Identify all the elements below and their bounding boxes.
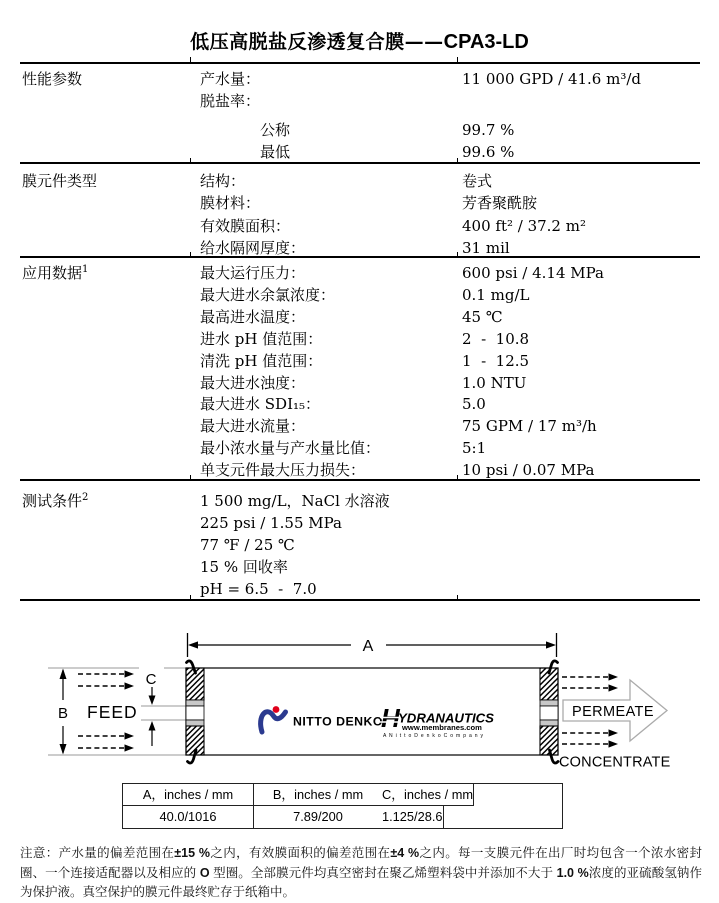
param-value: 1.0 NTU bbox=[462, 373, 527, 392]
right-end-cap bbox=[540, 661, 558, 763]
param-name: 单支元件最大压力损失： bbox=[200, 461, 366, 480]
section-rows bbox=[200, 490, 700, 599]
param-value: 45 ℃ bbox=[462, 307, 503, 326]
title-model: CPA3-LD bbox=[443, 31, 529, 53]
spec-row bbox=[200, 490, 700, 512]
param-name: 公称 bbox=[200, 120, 291, 139]
permeate-label: PERMEATE bbox=[572, 704, 654, 720]
spec-row bbox=[200, 90, 700, 112]
param-name: 225 psi / 1.55 MPa bbox=[200, 514, 342, 532]
element-diagram bbox=[0, 620, 719, 780]
section-label-text: 应用数据 bbox=[22, 264, 83, 282]
spec-row bbox=[200, 141, 700, 163]
param-name: 最小浓水量与产水量比值： bbox=[200, 439, 381, 458]
dim-header: B，inches / mm bbox=[254, 784, 382, 806]
spec-row bbox=[200, 438, 700, 460]
hydranautics-wordmark: YDRANAUTICS bbox=[398, 710, 494, 726]
spec-row bbox=[200, 416, 700, 438]
rule-tick bbox=[457, 252, 458, 258]
param-value: 600 psi / 4.14 MPa bbox=[462, 264, 604, 282]
param-name: 脱盐率： bbox=[200, 92, 261, 111]
param-name: 最低 bbox=[200, 142, 291, 161]
membrane-element bbox=[186, 661, 558, 763]
hydranautics-tagline: A N i t t o D e n k o C o m p a n y bbox=[383, 733, 484, 739]
footnote-text: 型圈。全部膜元件均真空密封在聚乙烯塑料袋中并添加不大于 bbox=[209, 865, 557, 880]
param-name: 膜材料： bbox=[200, 194, 261, 213]
param-name: 最大进水流量： bbox=[200, 417, 306, 436]
spec-row bbox=[200, 170, 700, 192]
dim-a-label: A bbox=[362, 638, 374, 655]
footnote-text: 浓度的亚硫酸氢钠作为保护液。真空保护的膜元件最终贮存于纸箱中。 bbox=[20, 865, 702, 899]
spec-row bbox=[200, 373, 700, 395]
spec-row bbox=[200, 394, 700, 416]
param-name: 15 % 回收率 bbox=[200, 558, 288, 576]
param-value: 400 ft² / 37.2 m² bbox=[462, 216, 586, 235]
spec-section bbox=[20, 258, 700, 481]
param-name: 有效膜面积： bbox=[200, 216, 291, 235]
dim-value: 7.89/200 bbox=[293, 809, 343, 824]
rule-tick bbox=[190, 475, 191, 481]
param-value: 5:1 bbox=[462, 439, 487, 458]
spec-row bbox=[200, 285, 700, 307]
spec-row bbox=[200, 512, 700, 534]
nitto-logo-text: NITTO DENKO bbox=[293, 714, 383, 729]
spec-row bbox=[200, 237, 700, 258]
param-name: 77 ℉ / 25 ℃ bbox=[200, 536, 295, 554]
spec-row bbox=[200, 556, 700, 578]
dimension-table bbox=[122, 783, 563, 829]
param-name: 结构： bbox=[200, 172, 246, 190]
footnote-text: 注意：产水量的偏差范围在 bbox=[20, 846, 175, 860]
rule-tick bbox=[457, 57, 458, 63]
nitto-red-dot-icon bbox=[273, 706, 280, 713]
section-rows bbox=[200, 263, 700, 479]
spec-row bbox=[200, 329, 700, 351]
membrane-body bbox=[186, 668, 558, 755]
spec-row bbox=[200, 119, 700, 141]
footnote-bold: O bbox=[199, 865, 210, 880]
footnote-bold: ±15 % bbox=[174, 846, 210, 860]
footnote-bold: 1.0 % bbox=[556, 865, 589, 880]
spec-row bbox=[200, 578, 700, 600]
param-value bbox=[462, 512, 700, 534]
concentrate-label: CONCENTRATE bbox=[559, 754, 671, 771]
dim-header: C，inches / mm bbox=[382, 784, 474, 806]
dim-c bbox=[141, 671, 186, 746]
dimension-table-header bbox=[123, 784, 562, 806]
section-label bbox=[20, 170, 200, 256]
dimension-table-values bbox=[123, 806, 562, 828]
dim-value: 1.125/28.6 bbox=[382, 806, 444, 828]
dim-value: 40.0/1016 bbox=[123, 806, 254, 828]
section-label bbox=[20, 68, 200, 162]
spec-section bbox=[20, 481, 700, 601]
feed-label: FEED bbox=[87, 702, 138, 722]
param-name: 最大进水浊度： bbox=[200, 373, 306, 392]
section-footnote-marker: 2 bbox=[82, 492, 89, 503]
section-label-text: 膜元件类型 bbox=[22, 172, 98, 190]
spec-row bbox=[200, 192, 700, 214]
spec-section bbox=[20, 64, 700, 164]
rule-tick bbox=[457, 475, 458, 481]
param-name: 最大进水余氯浓度： bbox=[200, 285, 336, 304]
rule-tick bbox=[190, 57, 191, 63]
spec-table bbox=[20, 62, 700, 601]
spec-row bbox=[200, 263, 700, 285]
spec-row bbox=[200, 68, 700, 90]
section-label-text: 性能参数 bbox=[22, 70, 83, 88]
param-value: 5.0 bbox=[462, 395, 486, 414]
param-value: 10 psi / 0.07 MPa bbox=[462, 461, 595, 480]
dim-a bbox=[188, 633, 557, 657]
param-name: pH = 6.5 - 7.0 bbox=[200, 580, 317, 598]
param-name: 最大进水 SDI₁₅： bbox=[200, 395, 321, 414]
param-name: 清洗 pH 值范围： bbox=[200, 351, 323, 370]
param-value: 75 GPM / 17 m³/h bbox=[462, 417, 597, 436]
left-end-cap bbox=[186, 661, 204, 763]
param-name: 给水隔网厚度： bbox=[200, 238, 306, 257]
param-name: 产水量： bbox=[200, 70, 261, 88]
param-value: 31 mil bbox=[462, 238, 510, 257]
spec-section bbox=[20, 164, 700, 258]
spec-row bbox=[200, 534, 700, 556]
rule-tick bbox=[190, 595, 191, 601]
dim-c-label: C bbox=[145, 671, 157, 688]
param-value: 芳香聚酰胺 bbox=[462, 194, 538, 213]
param-name: 最高进水温度： bbox=[200, 307, 306, 326]
dim-b-label: B bbox=[57, 705, 69, 722]
section-label-text: 测试条件 bbox=[22, 492, 83, 510]
param-value: 2 - 10.8 bbox=[462, 329, 530, 348]
param-name: 最大运行压力： bbox=[200, 264, 306, 282]
rule-tick bbox=[190, 158, 191, 164]
section-footnote-marker: 1 bbox=[82, 264, 89, 275]
section-label bbox=[20, 490, 200, 599]
rule-tick bbox=[457, 595, 458, 601]
permeate-arrow bbox=[563, 680, 667, 741]
param-value bbox=[462, 90, 700, 112]
hydranautics-h: H bbox=[381, 703, 400, 733]
rule-tick bbox=[190, 252, 191, 258]
dim-header: A，inches / mm bbox=[123, 784, 254, 806]
footnote-text: 之内，有效膜面积的偏差范围在 bbox=[210, 846, 391, 860]
param-value: 11 000 GPD / 41.6 m³/d bbox=[462, 70, 642, 88]
footnote-bold: ±4 % bbox=[390, 846, 420, 860]
param-value: 0.1 mg/L bbox=[462, 285, 530, 304]
spec-row bbox=[200, 215, 700, 237]
spec-row bbox=[200, 351, 700, 373]
page-title bbox=[0, 27, 719, 54]
footnote-text: 之内。每一支膜元件在出厂时均包含一个浓水密封圈、一个连接适配器以及相应的 bbox=[20, 846, 702, 880]
param-value: 99.7 % bbox=[462, 120, 515, 139]
title-cn: 低压高脱盐反渗透复合膜—— bbox=[190, 31, 444, 53]
param-value: 99.6 % bbox=[462, 142, 515, 161]
spec-row bbox=[200, 460, 700, 481]
param-value bbox=[462, 556, 700, 578]
section-rows bbox=[200, 170, 700, 256]
param-value: 1 - 12.5 bbox=[462, 351, 530, 370]
section-rows bbox=[200, 68, 700, 162]
spec-row bbox=[200, 307, 700, 329]
hydranautics-url: www.membranes.com bbox=[402, 723, 482, 732]
section-label bbox=[20, 263, 200, 479]
param-value bbox=[462, 534, 700, 556]
param-value bbox=[462, 578, 700, 600]
param-name: 1 500 mg/L，NaCl 水溶液 bbox=[200, 492, 390, 510]
param-value bbox=[462, 490, 700, 512]
footnote bbox=[20, 844, 702, 903]
param-name: 进水 pH 值范围： bbox=[200, 329, 323, 348]
rule-tick bbox=[457, 158, 458, 164]
param-value: 卷式 bbox=[462, 172, 493, 190]
